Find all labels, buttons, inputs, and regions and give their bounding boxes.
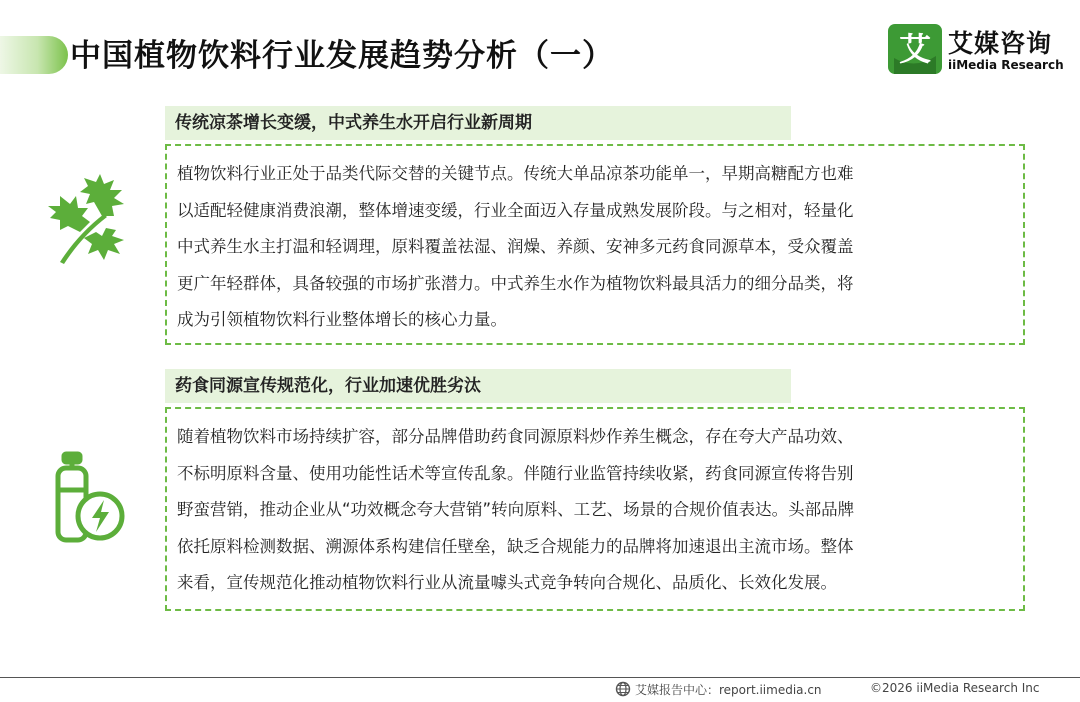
- paragraph-line: 依托原料检测数据、溯源体系构建信任壁垒，缺乏合规能力的品牌将加速退出主流市场。整体: [177, 536, 854, 556]
- logo-chinese-name: 艾媒咨询: [948, 29, 1053, 58]
- paragraph-line: 更广年轻群体，具备较强的市场扩张潜力。中式养生水作为植物饮料最具活力的细分品类，将: [177, 273, 854, 293]
- section-heading-2: 药食同源宣传规范化，行业加速优胜劣汰: [165, 369, 791, 403]
- section-body-2: [165, 407, 1025, 611]
- footer-copyright: ©2026 iiMedia Research Inc: [870, 681, 1040, 695]
- title-accent-bar: [0, 36, 68, 74]
- page-title: 中国植物饮料行业发展趋势分析（一）: [70, 38, 614, 74]
- paragraph-line: 以适配轻健康消费浪潮，整体增速变缓，行业全面迈入存量成熟发展阶段。与之相对，轻量化: [177, 200, 854, 220]
- paragraph-line: 野蛮营销，推动企业从“功效概念夸大营销”转向原料、工艺、场景的合规价值表达。头部品牌: [177, 500, 855, 519]
- paragraph-line: 成为引领植物饮料行业整体增长的核心力量。: [177, 310, 507, 329]
- logo-english-name: iiMedia Research: [948, 58, 1064, 72]
- bottle-energy-icon: [52, 450, 126, 546]
- footer-source-text: 艾媒报告中心：report.iimedia.cn: [635, 682, 822, 697]
- section-heading-1: 传统凉茶增长变缓，中式养生水开启行业新周期: [165, 106, 791, 140]
- footer-divider: [0, 677, 1080, 678]
- paragraph-line: 随着植物饮料市场持续扩容，部分品牌借助药食同源原料炒作养生概念，存在夸大产品功效、: [177, 427, 854, 446]
- paragraph-line: 中式养生水主打温和轻调理，原料覆盖祛湿、润燥、养颜、安神多元药食同源草本，受众覆盖: [177, 237, 854, 256]
- globe-icon: [615, 681, 631, 697]
- paragraph-line: 来看，宣传规范化推动植物饮料行业从流量噱头式竞争转向合规化、品质化、长效化发展。: [177, 573, 837, 592]
- paragraph-line: 植物饮料行业正处于品类代际交替的关键节点。传统大单品凉茶功能单一，早期高糖配方也难: [177, 164, 854, 183]
- iimedia-logo[interactable]: [888, 24, 1068, 78]
- svg-text:艾: 艾: [898, 30, 932, 68]
- logo-mark-icon: [888, 24, 942, 74]
- footer-source[interactable]: [615, 680, 822, 698]
- paragraph-line: 不标明原料含量、使用功能性话术等宣传乱象。伴随行业监管持续收紧，药食同源宣传将告别: [177, 463, 854, 483]
- leaf-icon: [44, 174, 134, 266]
- section-body-1: [165, 144, 1025, 345]
